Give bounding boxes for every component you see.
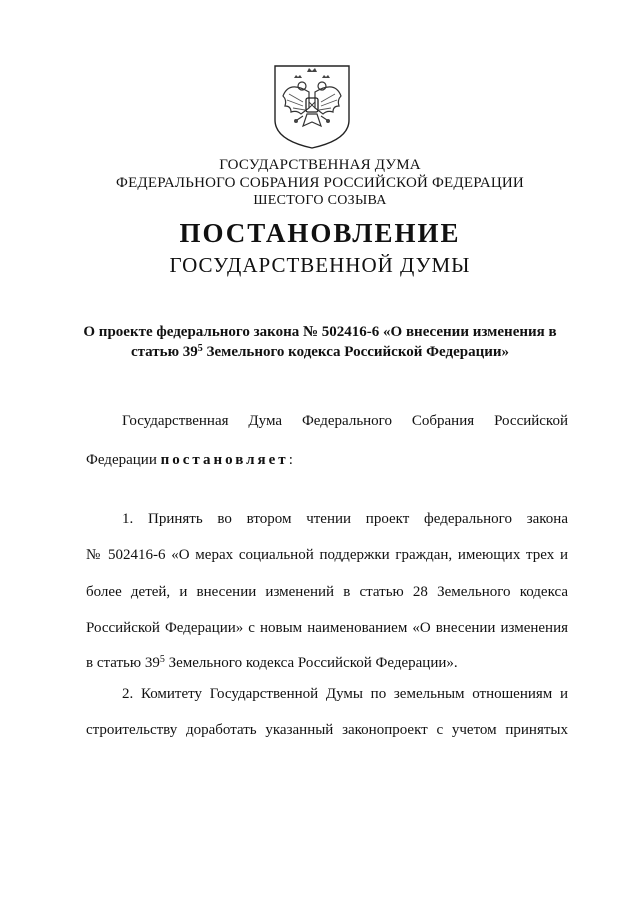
subject-superscript: 5: [197, 343, 203, 354]
subject-line-2-start: статью 39: [130, 344, 198, 360]
subject-line-2-end: Земельного кодекса Российской Федерации»: [202, 344, 510, 360]
item-2-line-2: [86, 722, 568, 740]
document-title: ПОСТАНОВЛЕНИЕ: [179, 218, 461, 248]
item-1-line-4: [86, 620, 568, 638]
preamble-resolves: постановляет: [160, 452, 289, 468]
item-1-line-1: [86, 511, 568, 529]
preamble-line-2: [86, 452, 568, 469]
issuer-line-2: ФЕДЕРАЛЬНОГО СОБРАНИЯ РОССИЙСКОЙ ФЕДЕРАЦИИ: [116, 175, 524, 191]
item-1-text-5-start: в статью 39: [86, 655, 160, 671]
preamble-paragraph: [86, 413, 568, 431]
item-1-text-3: более детей, и внесении изменений в статью 28 Земельного кодекса: [86, 584, 568, 600]
issuer-line-1: ГОСУДАРСТВЕННАЯ ДУМА: [219, 157, 421, 173]
item-2-line-1: [86, 686, 568, 704]
subject-line-2: [80, 342, 560, 362]
document-subtitle: ГОСУДАРСТВЕННОЙ ДУМЫ: [169, 253, 471, 277]
issuer-line-3: ШЕСТОГО СОЗЫВА: [253, 193, 387, 208]
item-1-text-4: Российской Федерации» с новым наименованием «О внесении изменения: [86, 620, 568, 636]
document-subject: [80, 322, 560, 362]
item-1-line-5: [86, 655, 568, 672]
item-1-text-1: 1. Принять во втором чтении проект федерального закона: [122, 511, 568, 527]
coat-of-arms-emblem: [269, 62, 355, 150]
preamble-line-1: Государственная Дума Федерального Собрания Российской: [122, 413, 568, 429]
preamble-colon: :: [288, 452, 293, 468]
item-1-superscript: 5: [159, 654, 165, 665]
item-2-text-1: 2. Комитету Государственной Думы по земельным отношениям и: [122, 686, 568, 702]
item-1-line-3: [86, 584, 568, 602]
item-1-line-2: [86, 547, 568, 565]
item-1-text-2: № 502416-6 «О мерах социальной поддержки граждан, имеющих трех и: [86, 547, 568, 563]
subject-line-1: О проекте федерального закона № 502416-6 «О внесении изменения в: [83, 324, 557, 340]
preamble-federation: Федерации: [86, 452, 161, 468]
item-2-text-2: строительству доработать указанный законопроект с учетом принятых: [86, 722, 568, 738]
item-1-text-5-end: Земельного кодекса Российской Федерации».: [164, 655, 458, 671]
